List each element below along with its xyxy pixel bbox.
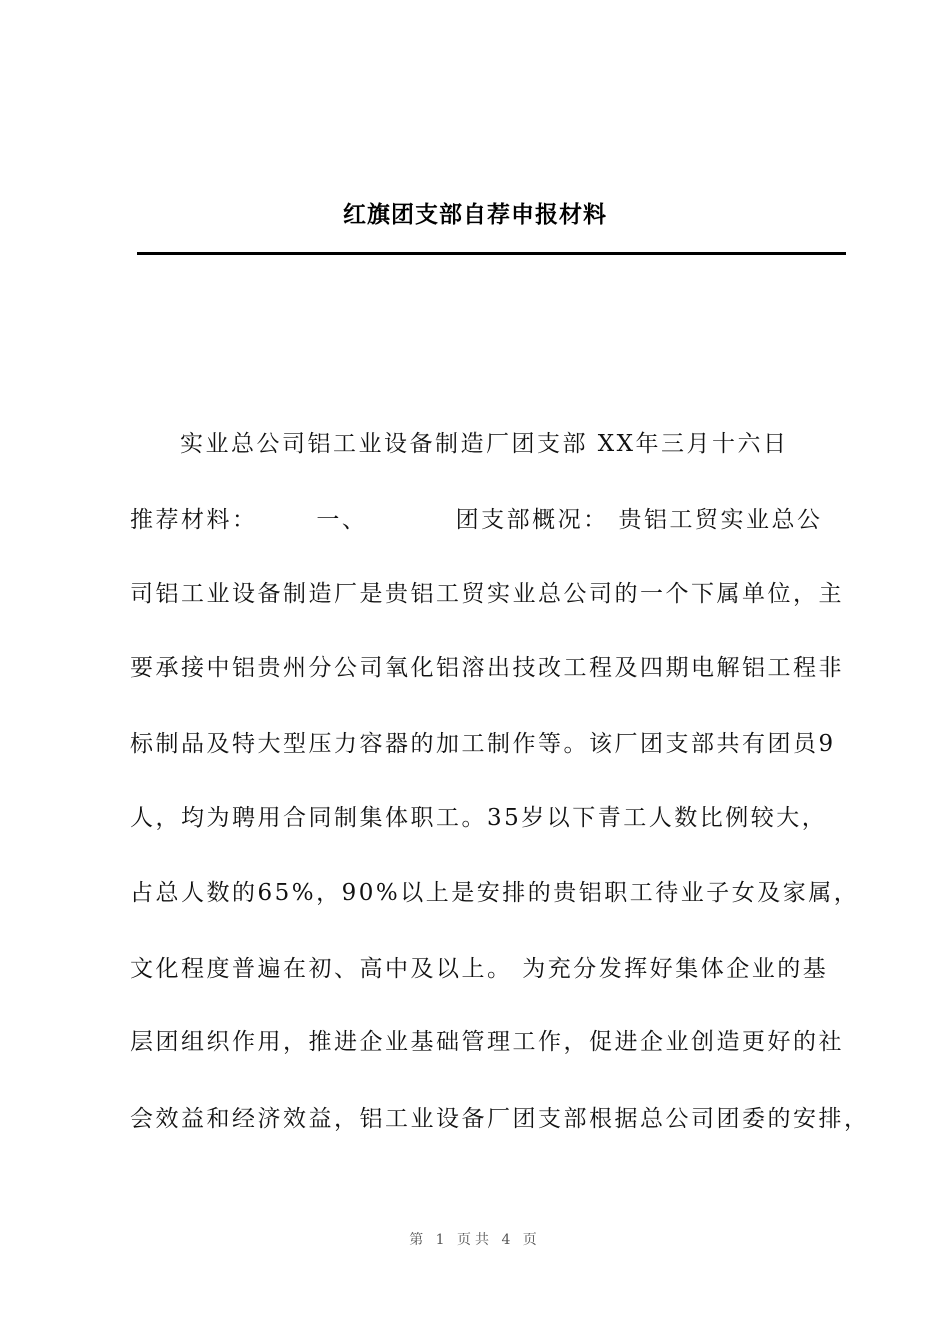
document-title: 红旗团支部自荐申报材料 <box>343 202 607 228</box>
body-line: 人，均为聘用合同制集体职工。35岁以下青工人数比例较大， <box>130 805 828 831</box>
body-line: 要承接中铝贵州分公司氧化铝溶出技改工程及四期电解铝工程非 <box>130 655 844 681</box>
body-line: 会效益和经济效益，铝工业设备厂团支部根据总公司团委的安排， <box>130 1106 870 1132</box>
title-divider <box>137 252 846 255</box>
body-line: 司铝工业设备制造厂是贵铝工贸实业总公司的一个下属单位，主 <box>130 581 844 607</box>
body-line: 实业总公司铝工业设备制造厂团支部 XX年三月十六日 <box>180 431 789 457</box>
body-line: 层团组织作用，推进企业基础管理工作，促进企业创造更好的社 <box>130 1029 844 1055</box>
page-number-footer: 第 1 页共 4 页 <box>409 1232 541 1248</box>
body-line: 标制品及特大型压力容器的加工制作等。该厂团支部共有团员9 <box>130 731 836 757</box>
body-line: 推荐材料： 一、 团支部概况： 贵铝工贸实业总公 <box>130 507 823 533</box>
body-line: 占总人数的65%，90%以上是安排的贵铝职工待业子女及家属， <box>130 880 860 906</box>
body-line: 文化程度普遍在初、高中及以上。 为充分发挥好集体企业的基 <box>130 956 829 982</box>
